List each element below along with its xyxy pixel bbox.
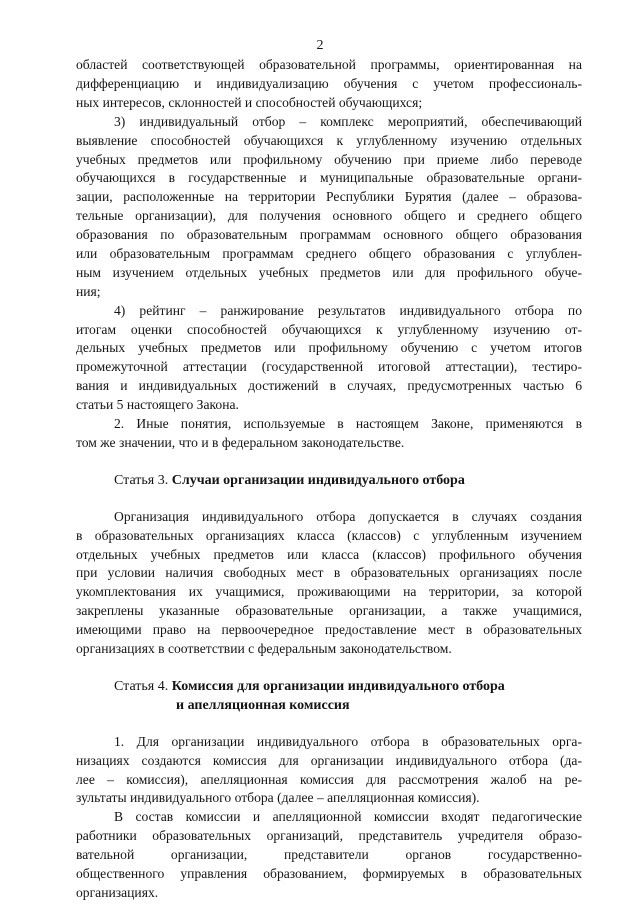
text-line: обучающихся в государственные и муниципальные образовательные органи- [76, 170, 582, 185]
text-line: промежуточной аттестации (государственной итоговой аттестации), тестиро- [76, 359, 582, 374]
article-4-heading-line2 [176, 697, 350, 715]
text-line: низациях создаются комиссия для организации индивидуального отбора (да- [76, 753, 582, 768]
page-number: 2 [316, 38, 324, 53]
text-line: дифференциацию и индивидуализацию обучения с учетом профессиональ- [76, 76, 582, 91]
text-line: учебных предметов или профильному обучению при приеме либо переводе [76, 152, 582, 167]
text-line: закреплены указанные образовательные организации, а также учащимися, [76, 603, 582, 618]
text-line: зации, расположенные на территории Республики Бурятия (далее – образова- [76, 189, 582, 204]
text-line: дельных учебных предметов или профильному обучению с учетом итогов [76, 340, 582, 355]
text-line: ных интересов, склонностей и способностей обучающихся; [76, 95, 423, 110]
text-line: ния; [76, 284, 101, 299]
text-line: итогам оценки способностей обучающихся к углубленному изучению от- [76, 322, 582, 337]
article-3-heading [114, 472, 465, 490]
text-line: лее – комиссия), апелляционная комиссия для рассмотрения жалоб на ре- [76, 772, 582, 787]
article-4-prefix: Статья 4. [114, 679, 169, 694]
text-line: том же значении, что и в федеральном законодательстве. [76, 435, 405, 450]
text-line: организациях в соответствии с федеральным законодательством. [76, 641, 452, 656]
text-line: в образовательных организациях класса (классов) с углубленным изучением [76, 528, 582, 543]
text-line: областей соответствующей образовательной программы, ориентированная на [76, 57, 582, 72]
text-line: отдельных учебных предметов или класса (классов) профильного обучения [76, 547, 582, 562]
text-line: общественного управления образованием, формируемых в образовательных [76, 866, 582, 881]
text-line: или образовательным программам среднего общего образования с углублен- [76, 246, 582, 261]
article-4-title-line1: Комиссия для организации индивидуального отбора [171, 679, 505, 694]
text-line: вательной организации, представители органов государственно- [76, 847, 582, 862]
text-line: 4) рейтинг – ранжирование результатов индивидуального отбора по [114, 303, 582, 318]
text-line: организациях. [76, 885, 159, 900]
text-line: образования по образовательным программам основного общего образования [76, 227, 582, 242]
article-3-title: Случаи организации индивидуального отбора [171, 473, 465, 488]
article-3-prefix: Статья 3. [114, 473, 169, 488]
article-4-title-line2: и апелляционная комиссия [176, 698, 350, 713]
text-line: Организация индивидуального отбора допускается в случаях создания [114, 509, 582, 524]
text-line: укомплектования их учащимися, проживающими на территории, за которой [76, 584, 582, 599]
text-line: работники образовательных организаций, представитель учредителя образо- [76, 828, 582, 843]
text-line: вания и индивидуальных достижений в случаях, предусмотренных частью 6 [76, 378, 582, 393]
text-line: тельные организации), для получения основного общего и среднего общего [76, 208, 582, 223]
article-4-heading [114, 678, 505, 696]
text-line: зультаты индивидуального отбора (далее – апелляционная комиссия). [76, 790, 480, 805]
text-line: 2. Иные понятия, используемые в настоящем Законе, применяются в [114, 416, 582, 431]
text-line: имеющими право на первоочередное предоставление мест в образовательных [76, 622, 582, 637]
text-line: В состав комиссии и апелляционной комиссии входят педагогические [114, 809, 582, 824]
text-line: 1. Для организации индивидуального отбора в образовательных орга- [114, 734, 582, 749]
text-line: выявление способностей обучающихся к углубленному изучению отдельных [76, 133, 582, 148]
text-line: 3) индивидуальный отбор – комплекс мероприятий, обеспечивающий [114, 114, 582, 129]
text-line: статьи 5 настоящего Закона. [76, 397, 239, 412]
text-line: ным изучением отдельных учебных предметов или для профильного обуче- [76, 265, 582, 280]
text-line: при условии наличия свободных мест в образовательных организациях после [76, 565, 582, 580]
